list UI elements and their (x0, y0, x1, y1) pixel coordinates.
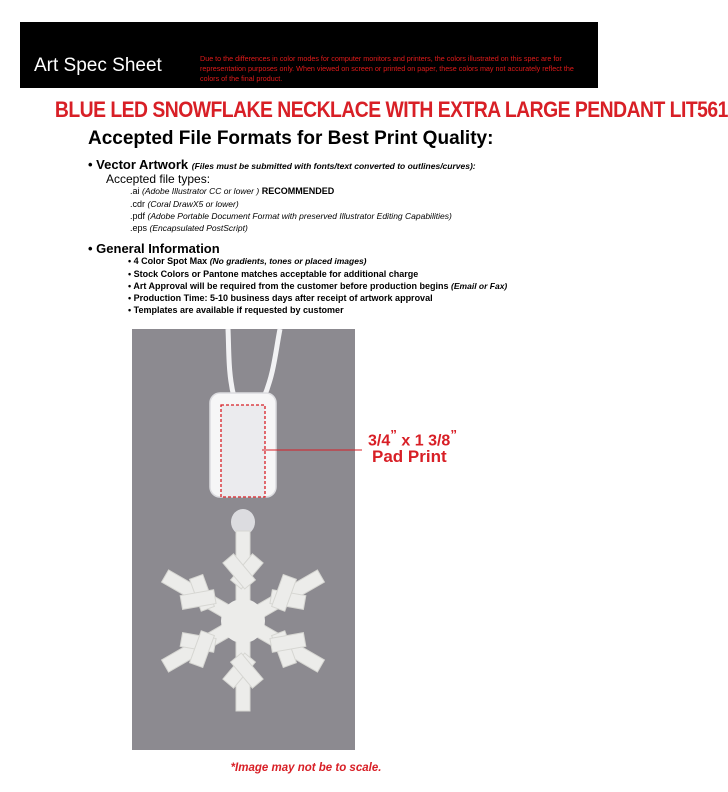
accepted-types-label: Accepted file types: (106, 172, 211, 186)
sheet-title: Art Spec Sheet (34, 55, 162, 76)
color-disclaimer: Due to the differences in color modes for computer monitors and printers, the colors illustrated on this spec are for representation purposes only. When viewed on screen or printed on paper, these colors may not accurately reflect the colors of the final product. (200, 54, 574, 83)
general-item-note: (No gradients, tones or placed images) (209, 256, 367, 266)
file-desc: (Coral DrawX5 or lower) (147, 199, 239, 209)
general-item-text: • Stock Colors or Pantone matches acceptable for additional charge (128, 269, 419, 279)
file-desc: (Encapsulated PostScript) (149, 223, 248, 233)
dim-separator: x 1 (396, 432, 429, 450)
vector-artwork-note: (Files must be submitted with fonts/text converted to outlines/curves): (191, 161, 476, 171)
file-ext: .ai (130, 186, 140, 196)
formats-heading: Accepted File Formats for Best Print Quality: (88, 128, 494, 149)
file-ext: .eps (130, 223, 148, 233)
vector-artwork-label: • Vector Artwork (88, 157, 189, 172)
general-info-label: • General Information (88, 241, 220, 256)
imprint-method: Pad Print (372, 447, 447, 466)
recommended-label: RECOMMENDED (261, 186, 335, 196)
inch-mark: ” (450, 427, 457, 442)
product-title: BLUE LED SNOWFLAKE NECKLACE WITH EXTRA LARGE PENDANT LIT561 (54, 97, 728, 122)
general-item-text: • Art Approval will be required from the customer before production begins (128, 281, 449, 291)
inch-mark: ” (390, 427, 397, 442)
file-ext: .pdf (130, 211, 146, 221)
general-item-note: (Email or Fax) (451, 281, 508, 291)
file-desc: (Adobe Illustrator CC or lower ) (142, 186, 260, 196)
general-item-text: • Templates are available if requested by customer (128, 305, 344, 315)
file-desc: (Adobe Portable Document Format with preserved Illustrator Editing Capabilities) (147, 211, 452, 221)
scale-footnote: *Image may not be to scale. (230, 762, 382, 774)
dim-height-fraction: 3/8 (428, 432, 451, 450)
dim-width: 3/4 (368, 432, 391, 450)
general-item-text: • Production Time: 5-10 business days after receipt of artwork approval (128, 293, 433, 303)
file-ext: .cdr (130, 199, 146, 209)
general-item-text: • 4 Color Spot Max (128, 256, 208, 266)
